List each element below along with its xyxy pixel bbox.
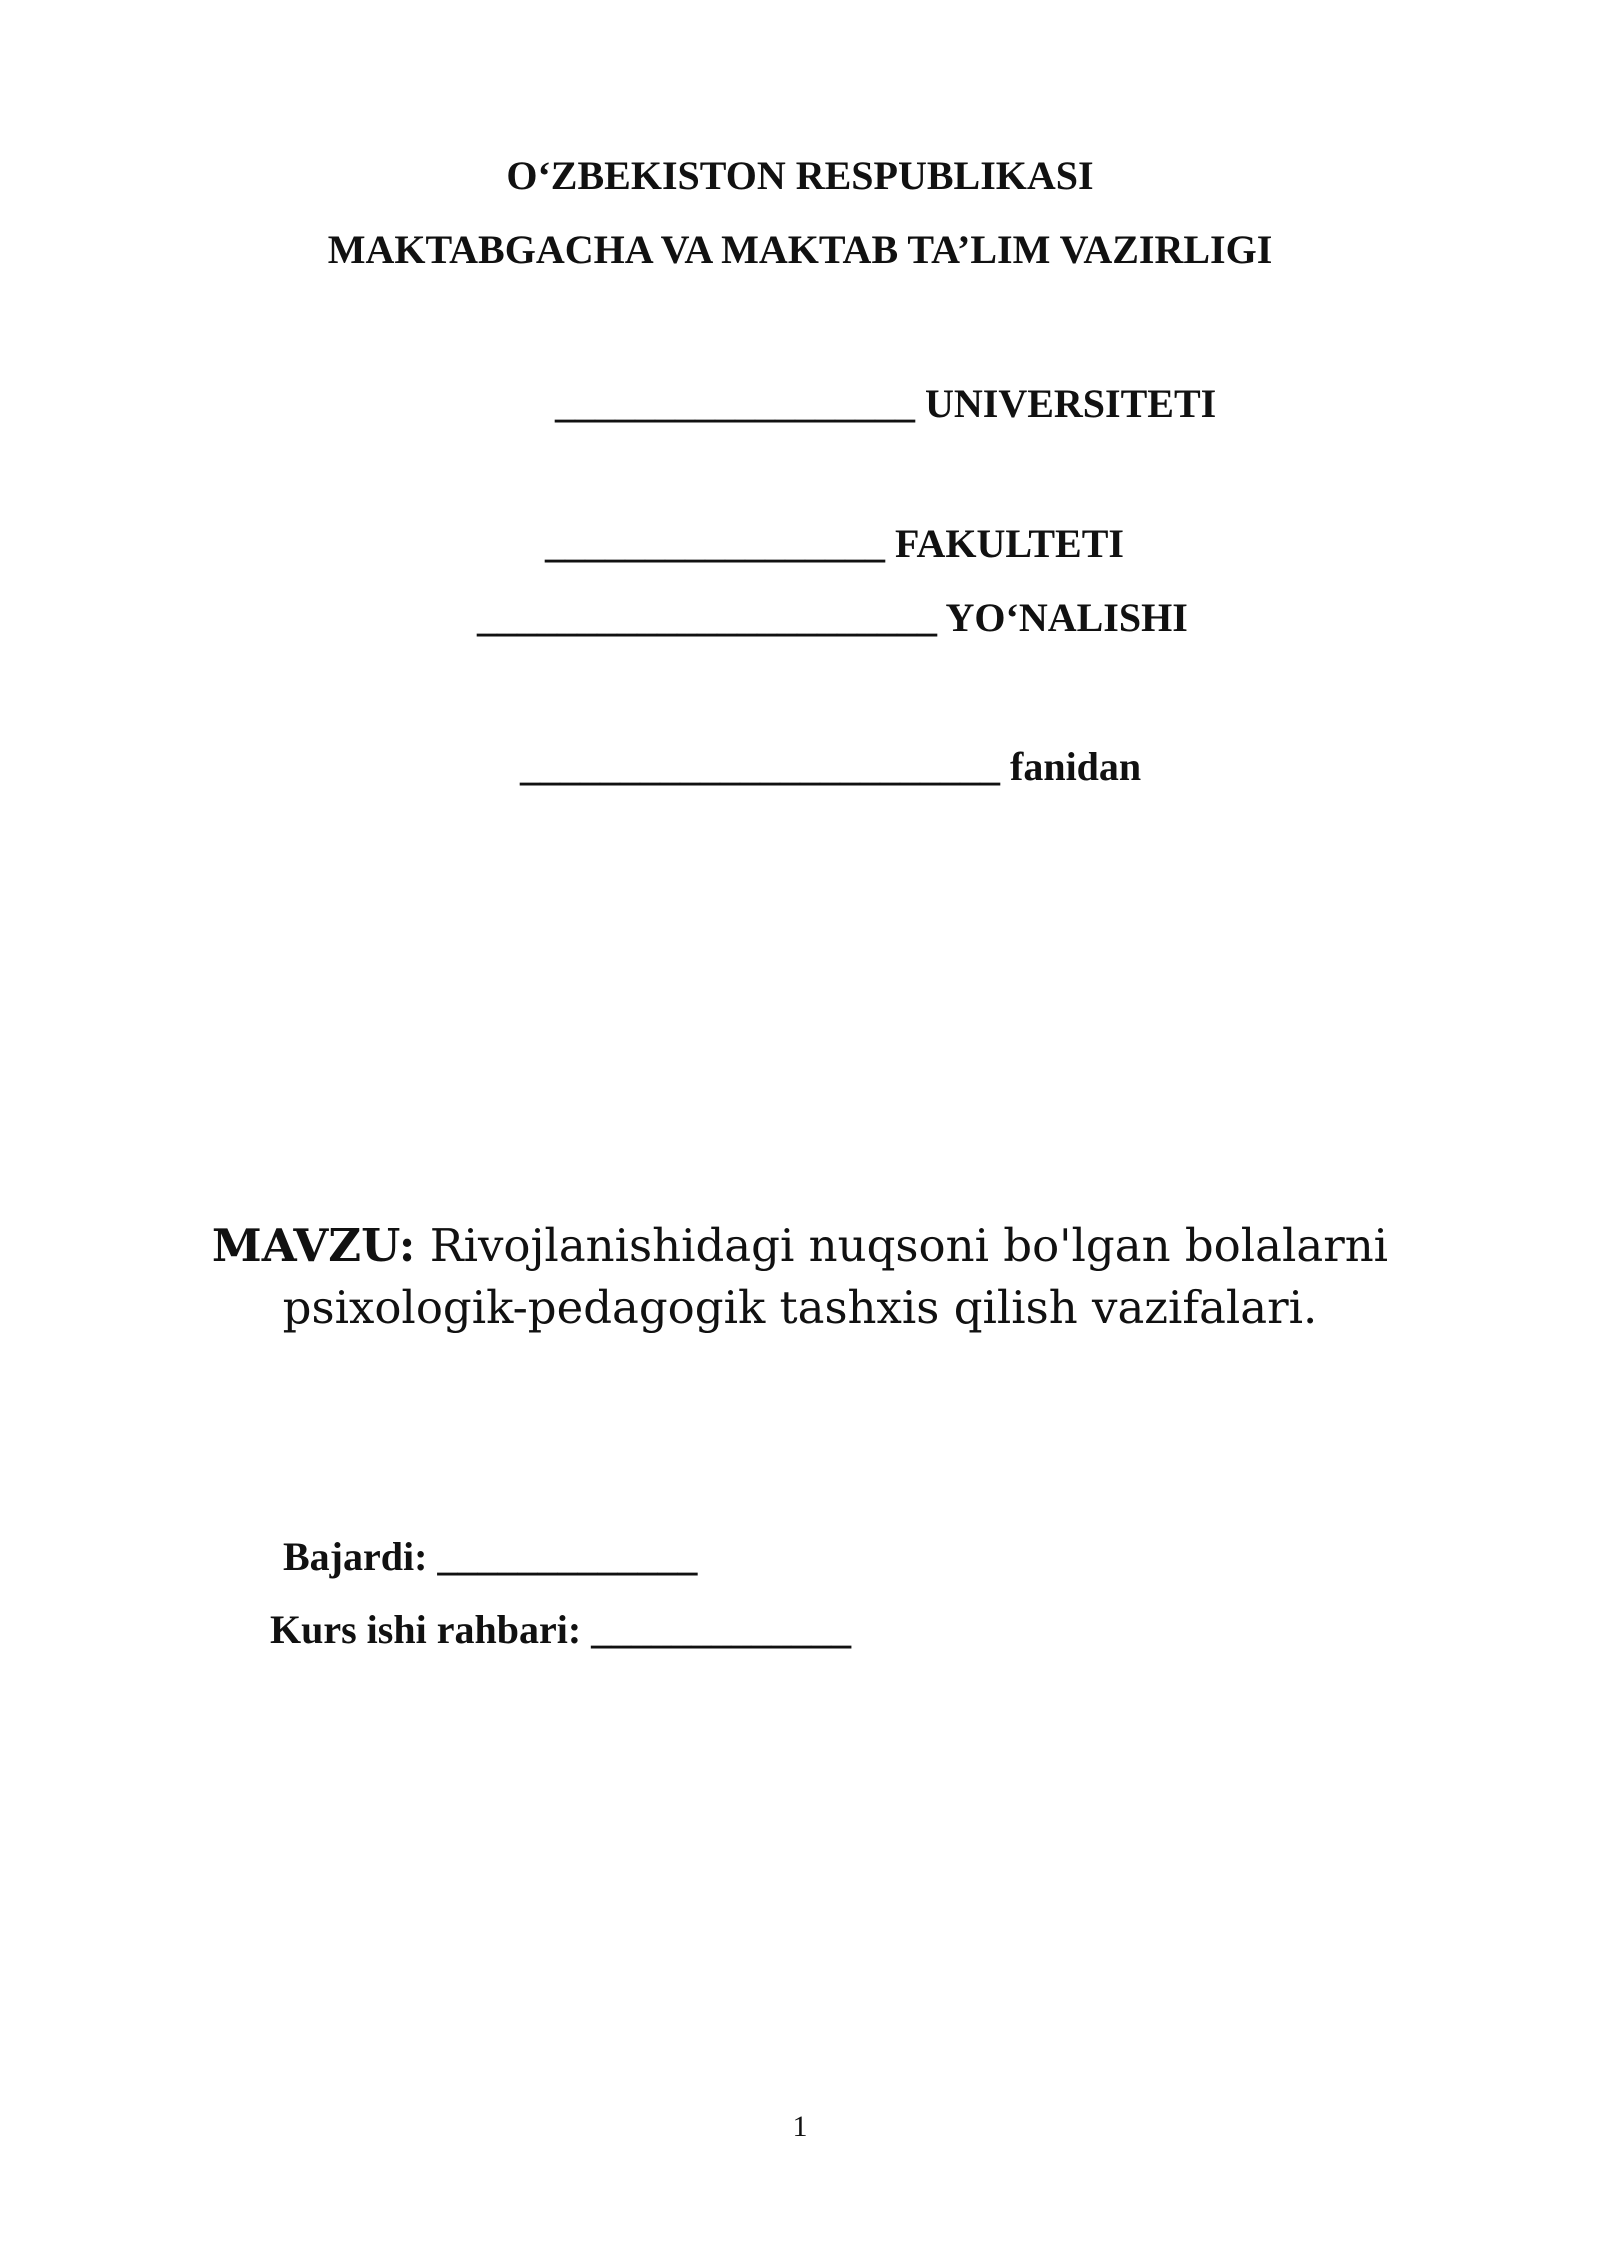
topic-title-part-1: Rivojlanishidagi nuqsoni bo'lgan bolalarni: [415, 1219, 1389, 1272]
topic-line-1: [0, 1215, 1600, 1277]
topic-block: [0, 1215, 1600, 1339]
supervisor-field: Kurs ishi rahbari: _____________: [270, 1607, 852, 1652]
ministry-country-heading: O‘ZBEKISTON RESPUBLIKASI: [506, 153, 1094, 198]
university-field: __________________ UNIVERSITETI: [555, 381, 1217, 426]
subject-field: ________________________ fanidan: [520, 744, 1142, 789]
page-number: 1: [792, 2110, 808, 2143]
topic-label: MAVZU:: [211, 1219, 416, 1272]
direction-field: _______________________ YO‘NALISHI: [477, 595, 1188, 640]
ministry-name-heading: MAKTABGACHA VA MAKTAB TA’LIM VAZIRLIGI: [327, 227, 1273, 272]
topic-line-2: psixologik-pedagogik tashxis qilish vazifalari.: [282, 1281, 1318, 1334]
performer-field: Bajardi: _____________: [283, 1534, 698, 1579]
faculty-field: _________________ FAKULTETI: [545, 521, 1124, 566]
